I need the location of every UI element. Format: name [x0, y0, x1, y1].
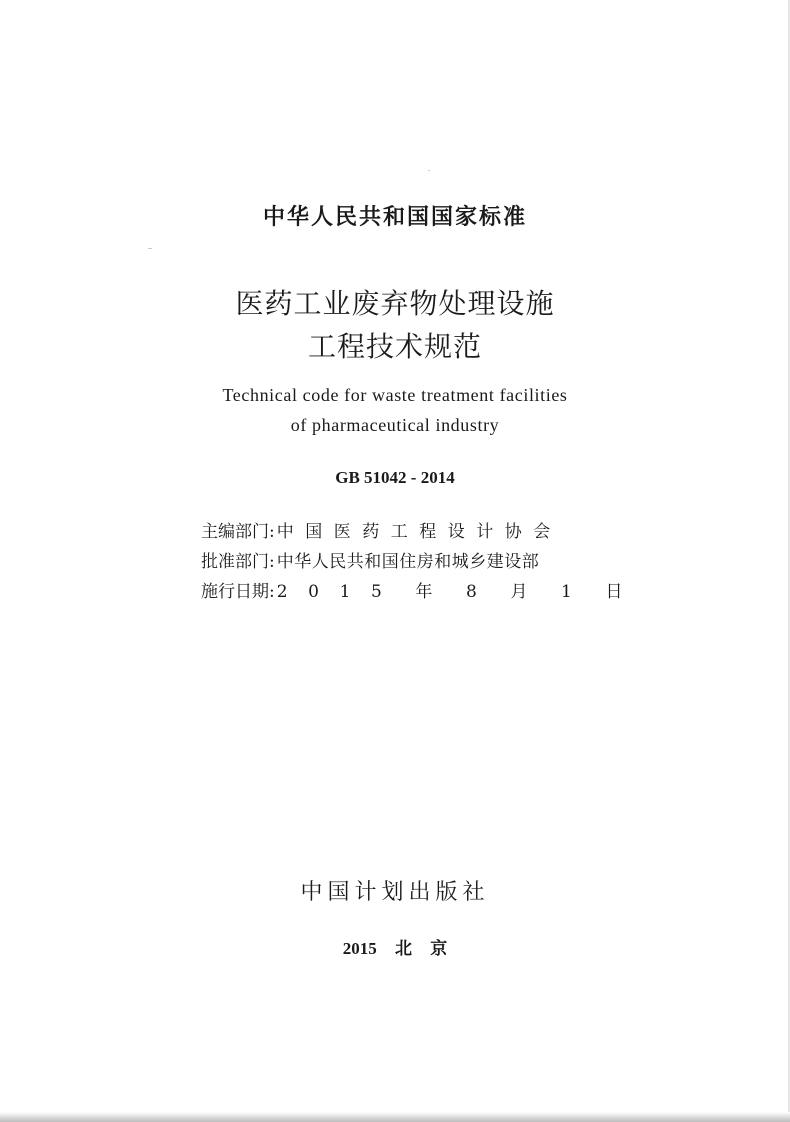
editor-label: 主编部门:	[201, 522, 275, 542]
effective-date-text: 2 0 1 5 年 8 月 1 日	[276, 582, 631, 602]
editor-row	[201, 517, 601, 547]
publisher: 中国计划出版社	[300, 880, 490, 905]
approver-value: 中华人民共和国住房和城乡建设部	[276, 552, 540, 572]
effective-date-row	[201, 577, 631, 607]
editor-value: 中国医药工程设计协会	[276, 522, 562, 542]
title-cn-line1: 医药工业废弃物处理设施	[235, 287, 555, 320]
scan-speck	[428, 170, 430, 171]
approver-row	[201, 547, 601, 577]
scan-speck	[148, 248, 152, 249]
page-bottom-shadow	[0, 1112, 790, 1122]
title-en-line1: Technical code for waste treatment facilities	[222, 385, 568, 405]
effective-date-label: 施行日期:	[201, 582, 275, 602]
publication-place: 2015 北 京	[342, 939, 448, 958]
effective-date-value	[277, 577, 630, 607]
title-cn-line2: 工程技术规范	[307, 330, 482, 363]
standard-code: GB 51042 - 2014	[335, 468, 455, 487]
standard-header: 中华人民共和国国家标准	[262, 205, 527, 230]
title-en-line2: of pharmaceutical industry	[290, 415, 500, 435]
approver-label: 批准部门:	[201, 552, 275, 572]
info-block	[201, 517, 631, 607]
